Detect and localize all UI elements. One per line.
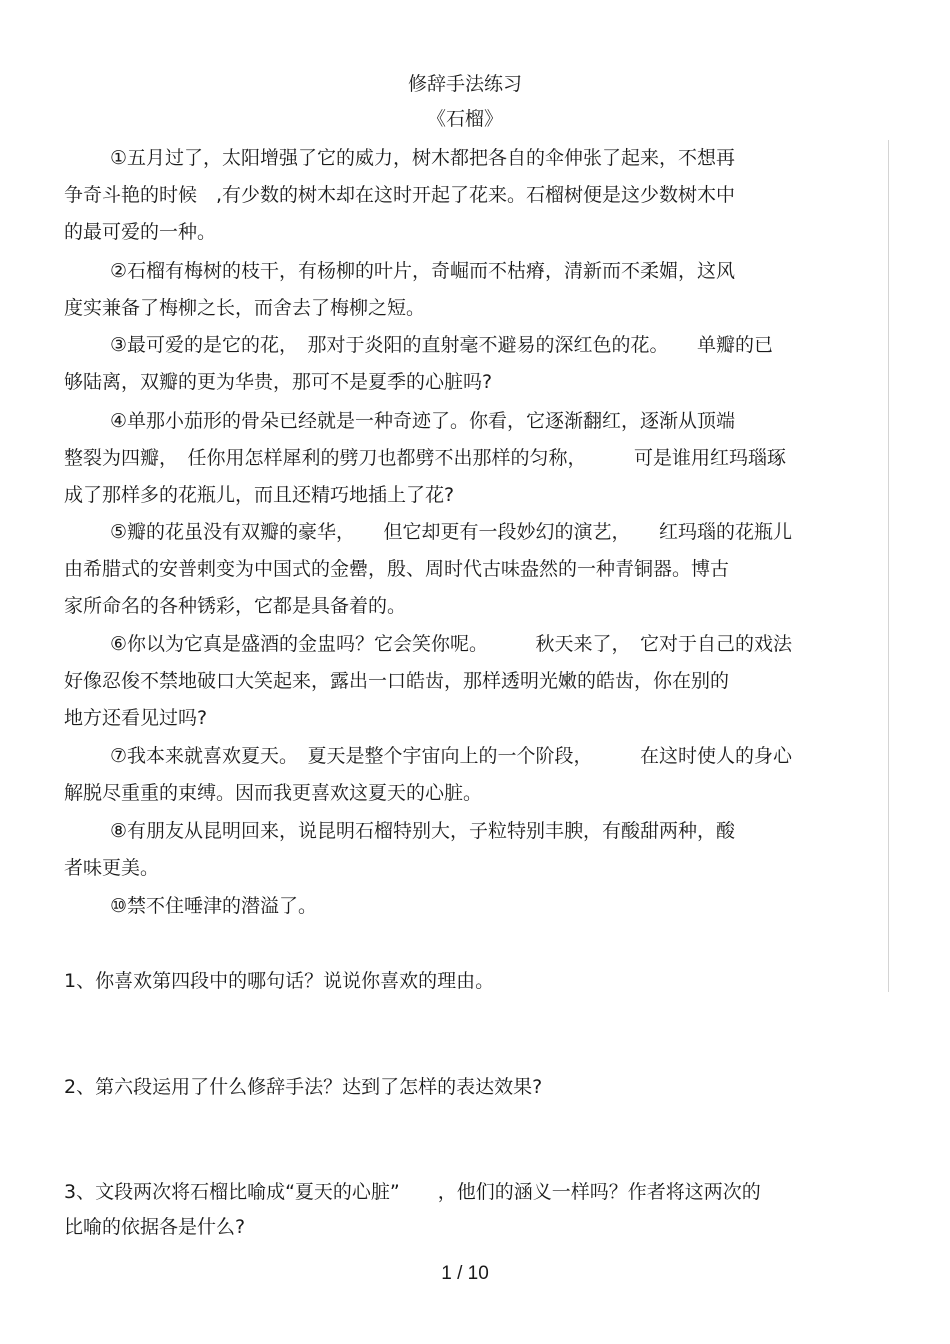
paragraph-line: ⑦我本来就喜欢夏天。 夏天是整个宇宙向上的一个阶段， 在这时使人的身心	[110, 745, 793, 767]
paragraph-line: 好像忍俊不禁地破口大笑起来，露出一口皓齿，那样透明光嫩的皓齿，你在别的	[64, 670, 730, 692]
paragraph-line: ⑩禁不住唾津的潜溢了。	[110, 895, 318, 917]
margin-rule	[888, 140, 889, 992]
question-line: 1、你喜欢第四段中的哪句话？说说你喜欢的理由。	[64, 970, 495, 992]
paragraph-line: 整裂为四瓣， 任你用怎样犀利的劈刀也都劈不出那样的匀称， 可是谁用红玛瑙琢	[64, 447, 787, 469]
paragraph-line: 争奇斗艳的时候 ,有少数的树木却在这时开起了花来。石榴树便是这少数树木中	[64, 184, 736, 206]
paragraph-line: 由希腊式的安普剌变为中国式的金罍，殷、周时代古味盎然的一种青铜器。博古	[64, 558, 730, 580]
question-line: 2、第六段运用了什么修辞手法？达到了怎样的表达效果?	[64, 1076, 543, 1098]
paragraph-line: ①五月过了，太阳增强了它的威力，树木都把各自的伞伸张了起来，不想再	[110, 147, 736, 169]
page-number: 1 / 10	[441, 1263, 489, 1284]
paragraph-line: ③最可爱的是它的花， 那对于炎阳的直射毫不避易的深红色的花。 单瓣的已	[110, 334, 774, 356]
paragraph-line: 够陆离，双瓣的更为华贵，那可不是夏季的心脏吗?	[64, 371, 493, 393]
paragraph-line: ⑥你以为它真是盛酒的金盅吗？它会笑你呢。 秋天来了， 它对于自己的戏法	[110, 633, 793, 655]
paragraph-line: 度实兼备了梅柳之长，而舍去了梅柳之短。	[64, 297, 426, 319]
question-line: 比喻的依据各是什么?	[64, 1216, 246, 1238]
paragraph-line: ④单那小茄形的骨朵已经就是一种奇迹了。你看，它逐渐翻红，逐渐从顶端	[110, 410, 736, 432]
paragraph-line: 成了那样多的花瓶儿，而且还精巧地插上了花?	[64, 484, 455, 506]
paragraph-line: 者味更美。	[64, 857, 160, 879]
paragraph-line: ⑤瓣的花虽没有双瓣的豪华， 但它却更有一段妙幻的演艺， 红玛瑙的花瓶儿	[110, 521, 793, 543]
question-line: 3、文段两次将石榴比喻成“夏天的心脏” ，他们的涵义一样吗？作者将这两次的	[64, 1181, 761, 1203]
doc-subtitle: 《石榴》	[426, 108, 503, 130]
paragraph-line: 解脱尽重重的束缚。因而我更喜欢这夏天的心脏。	[64, 782, 483, 804]
paragraph-line: 地方还看见过吗?	[64, 707, 208, 729]
paragraph-line: ⑧有朋友从昆明回来，说昆明石榴特别大，子粒特别丰腴，有酸甜两种，酸	[110, 820, 736, 842]
paragraph-line: 家所命名的各种锈彩，它都是具备着的。	[64, 595, 407, 617]
doc-title: 修辞手法练习	[407, 73, 522, 95]
paragraph-line: 的最可爱的一种。	[64, 221, 217, 243]
paragraph-line: ②石榴有梅树的枝干，有杨柳的叶片，奇崛而不枯瘠，清新而不柔媚，这风	[110, 260, 736, 282]
